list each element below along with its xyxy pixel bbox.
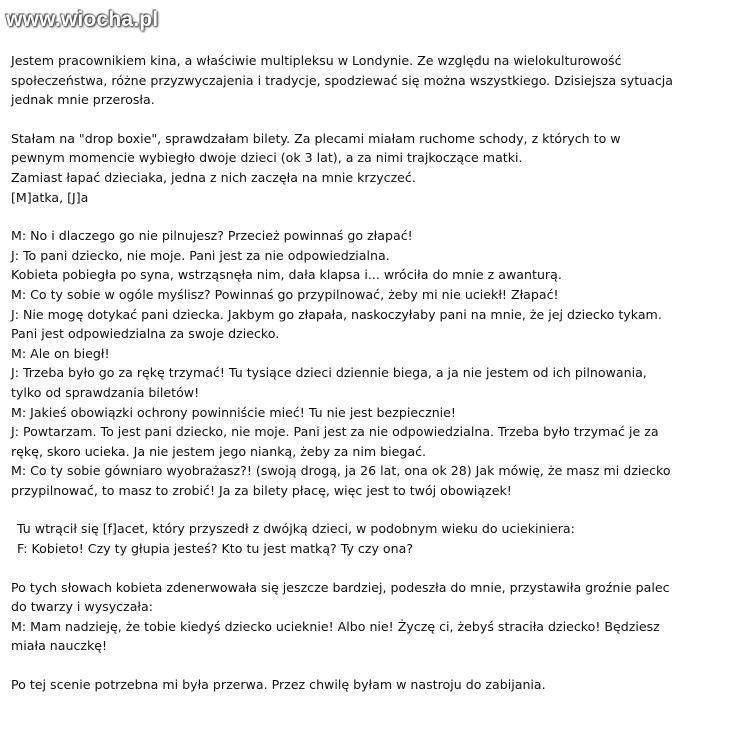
paragraph-ending — [11, 675, 741, 695]
paragraph-intro — [11, 51, 741, 110]
text-line: Zamiast łapać dzieciaka, jedna z nich zaczęła na mnie krzyczeć. — [11, 169, 416, 185]
text-line: M: Ale on biegł! — [11, 345, 110, 361]
text-line: M: Co ty sobie w ogóle myślisz? Powinnaś go przypilnować, żeby mi nie uciekł! Złapać! — [11, 286, 559, 302]
text-line: M: Mam nadzieję, że tobie kiedyś dziecko ucieknie! Albo nie! Życzę ci, żebyś straciła dziecko! Będziesz — [11, 618, 660, 634]
text-line: F: Kobieto! Czy ty głupia jesteś? Kto tu jest matką? Ty czy ona? — [17, 541, 414, 557]
text-line: Po tych słowach kobieta zdenerwowała się jeszcze bardziej, podeszła do mnie, przystawiła groźnie palec — [11, 579, 670, 595]
text-line: do twarzy i wysyczała: — [11, 599, 153, 615]
text-line: M: Co ty sobie gówniaro wyobrażasz?! (swoją drogą, ja 26 lat, ona ok 28) Jak mówię, że masz mi dziecko — [11, 463, 671, 479]
text-line: Pani jest odpowiedzialna za swoje dziecko. — [11, 326, 280, 342]
text-line: J: Nie mogę dotykać pani dziecka. Jakbym go złapała, naskoczyłaby pani na mnie, że jej dziecko tykam. — [11, 306, 662, 322]
text-line: Po tej scenie potrzebna mi była przerwa. Przez chwilę byłam w nastroju do zabijania. — [11, 677, 546, 693]
text-line: społeczeństwa, różne przyzwyczajenia i tradycje, spodziewać się można wszystkiego. Dzisiejsza sytuacja — [11, 72, 673, 88]
text-line: M: No i dlaczego go nie pilnujesz? Przecież powinnaś go złapać! — [11, 228, 413, 244]
paragraph-setting — [11, 129, 741, 207]
paragraph-dialogue — [11, 226, 741, 500]
text-line: tylko od sprawdzania biletów! — [11, 384, 200, 400]
paragraph-threat — [11, 578, 741, 656]
text-line: przypilnować, to masz to zrobić! Ja za bilety płacę, więc jest to twój obowiązek! — [11, 482, 512, 498]
text-line: Kobieta pobiegła po syna, wstrząsnęła nim, dała klapsa i... wróciła do mnie z awanturą. — [11, 267, 562, 283]
text-line: [M]atka, [J]a — [11, 189, 89, 205]
text-line: M: Jakieś obowiązki ochrony powinniście mieć! Tu nie jest bezpiecznie! — [11, 404, 456, 420]
text-line: J: Trzeba było go za rękę trzymać! Tu tysiące dzieci dziennie biega, a ja nie jestem od ich pilnowania, — [11, 365, 647, 381]
text-line: J: Powtarzam. To jest pani dziecko, nie moje. Pani jest za nie odpowiedzialna. Trzeba było trzymać je za — [11, 424, 659, 440]
story-text — [11, 51, 741, 695]
text-line: Tu wtrącił się [f]acet, który przyszedł z dwójką dzieci, w podobnym wieku do uciekiniera: — [17, 521, 575, 537]
paragraph-man — [11, 519, 741, 558]
watermark-logo: www.wiocha.pl — [6, 8, 159, 31]
text-line: jednak mnie przerosła. — [11, 92, 155, 108]
text-line: miała nauczkę! — [11, 638, 108, 654]
text-line: rękę, skoro ucieka. Ja nie jestem jego nianką, żeby za nim biegać. — [11, 443, 426, 459]
text-line: Jestem pracownikiem kina, a właściwie multipleksu w Londynie. Ze względu na wielokulturowość — [11, 53, 622, 68]
text-line: Stałam na "drop boxie", sprawdzałam bilety. Za plecami miałam ruchome schody, z których to w — [11, 130, 621, 146]
text-line: J: To pani dziecko, nie moje. Pani jest za nie odpowiedzialna. — [11, 247, 390, 263]
text-line: pewnym momencie wybiegło dwoje dzieci (ok 3 lat), a za nimi trajkoczące matki. — [11, 150, 523, 166]
